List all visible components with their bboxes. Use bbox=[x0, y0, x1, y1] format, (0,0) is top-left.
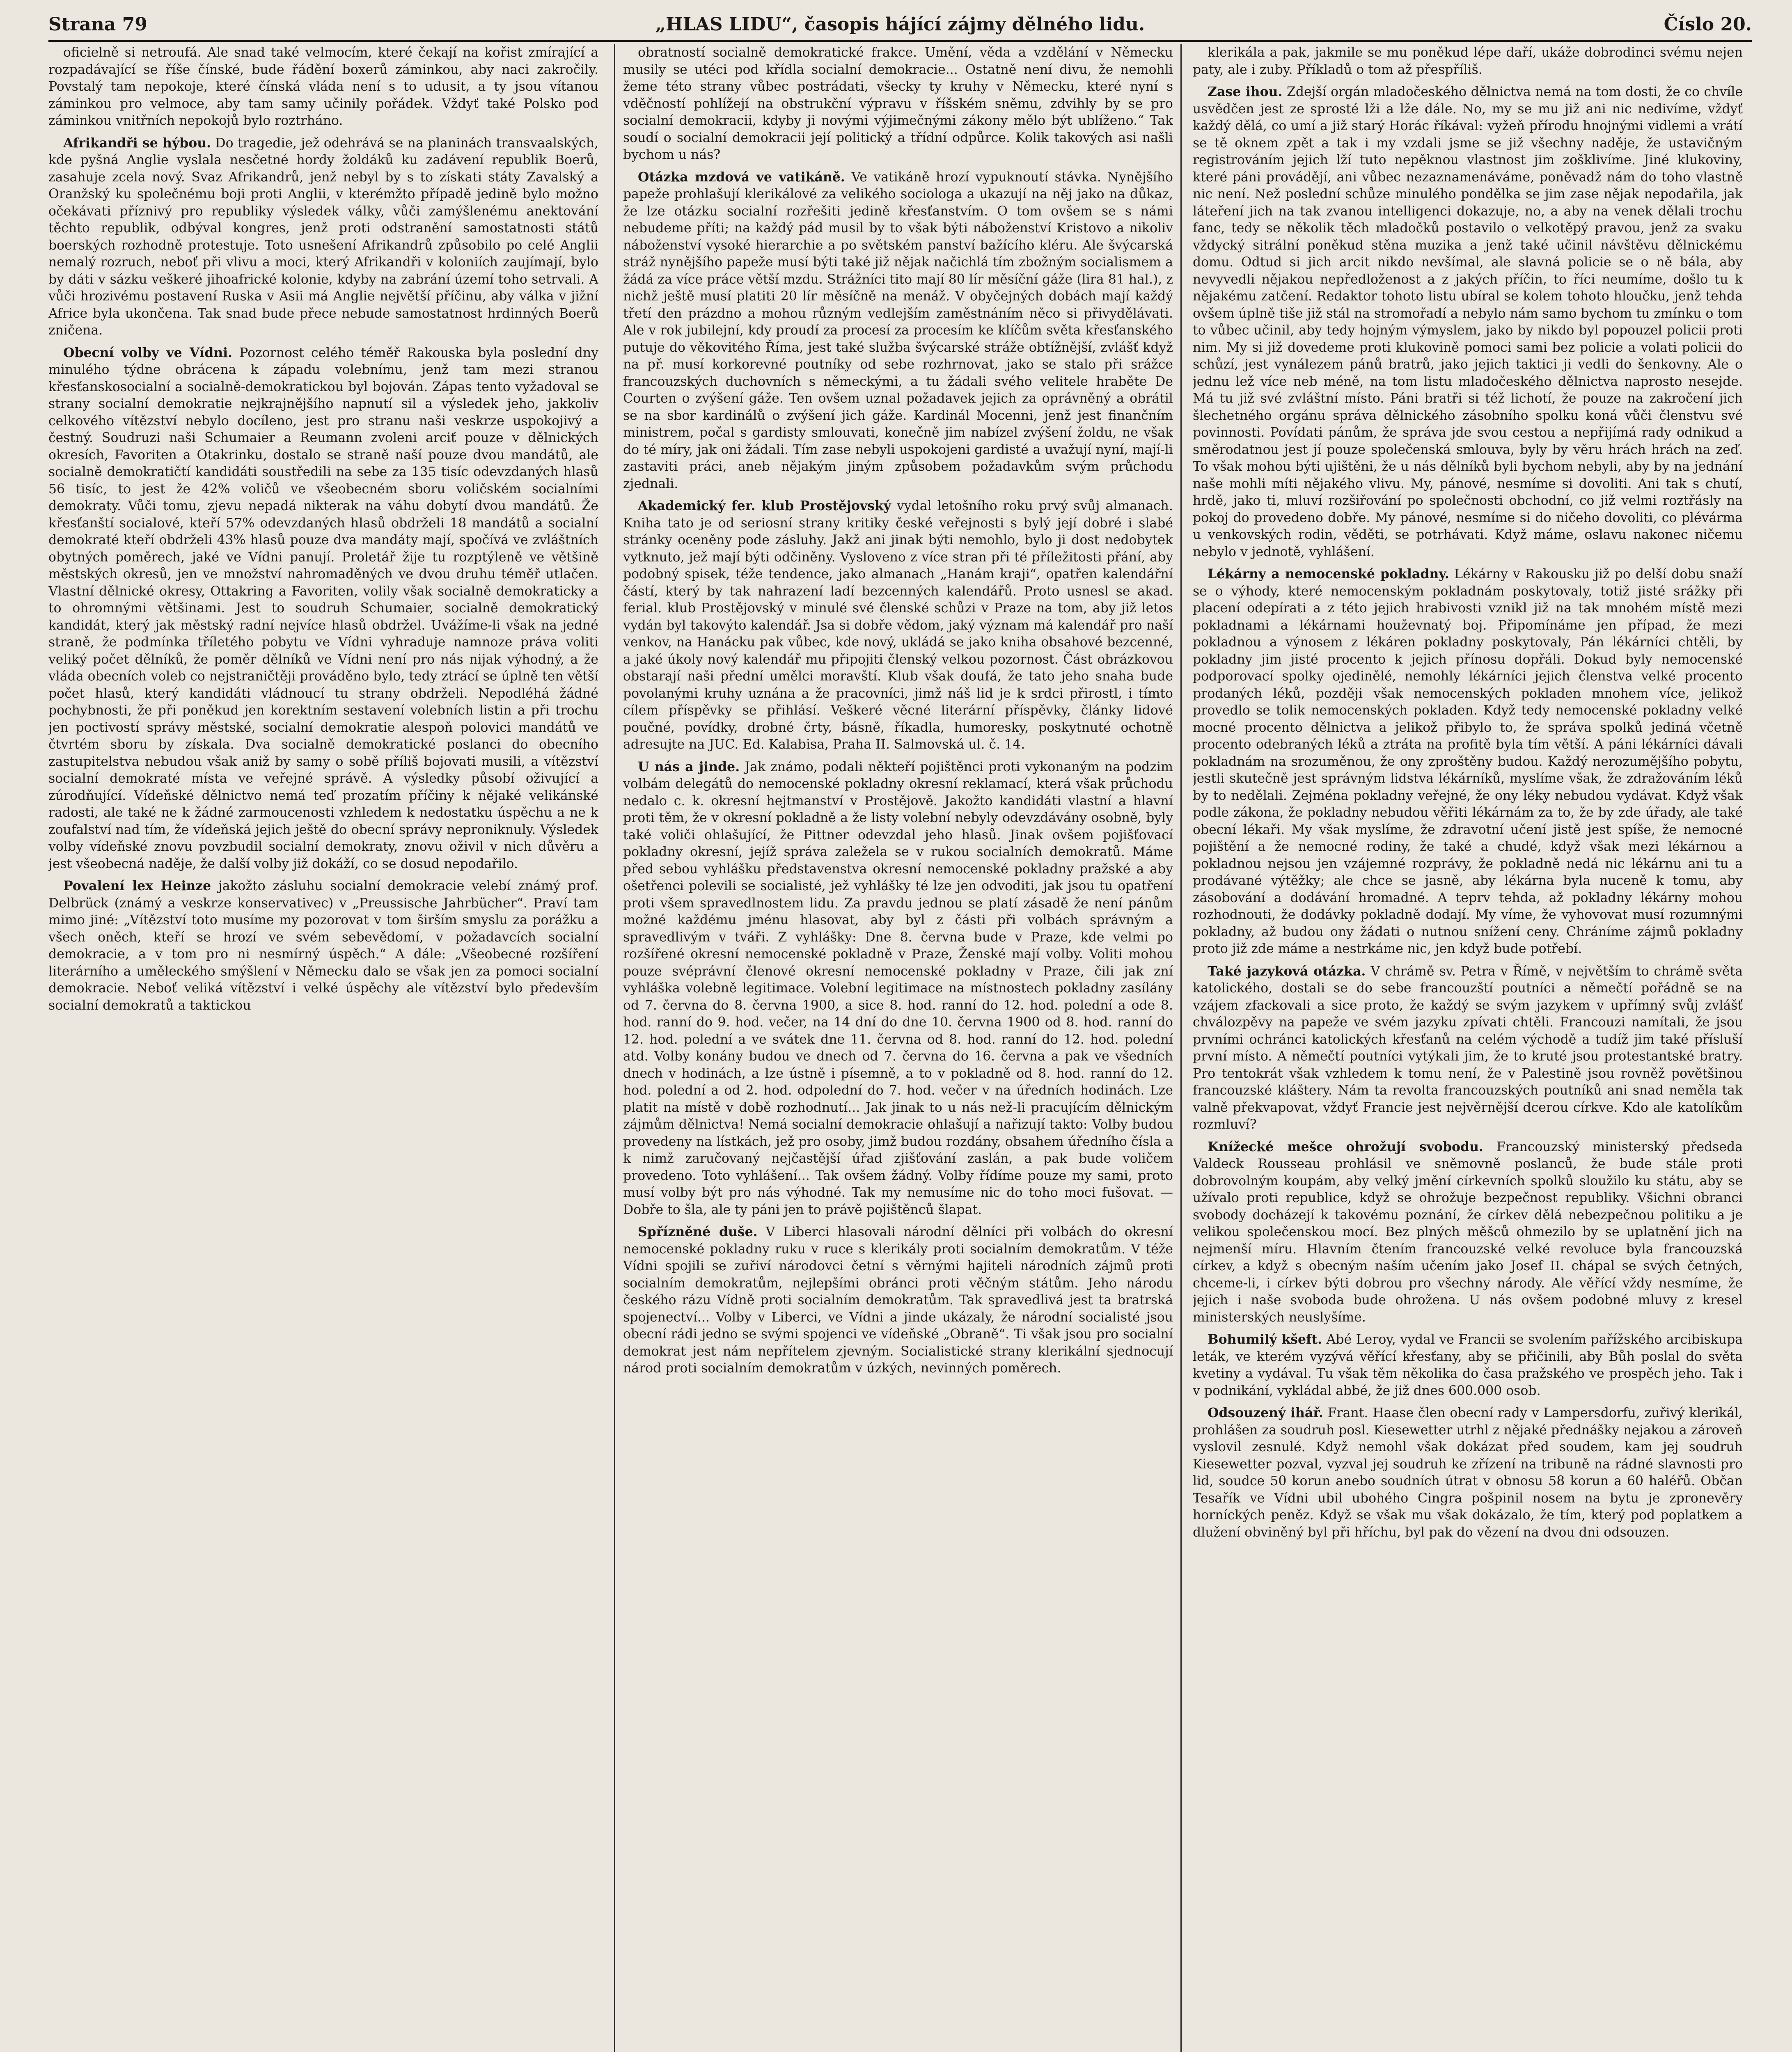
article-heading: Obecní volby ve Vídni. bbox=[63, 345, 233, 360]
paragraph-gap bbox=[1193, 78, 1743, 83]
article-heading: Akademický fer. klub Prostějovský bbox=[638, 498, 891, 513]
paragraph-gap bbox=[623, 1218, 1173, 1223]
article-text: vydal letošního roku prvý svůj almanach. Kniha tato je od seriosní strany kritiky české veřejnosti s bylý její dobré i slabé stránky oceněny pode zásluhy. Jakž ani jinak býti nemohlo, bylo ji dost nedobytek vytknuto, jež mají býti odčiněny. Vysloveno z více stran při té příležitosti přání, aby podobný spisek, téže tendence, jako almanach „Hanám kraji“, opatřen kalendářní částí, který by tak nahrazení ladí bezcenných kalendářů. Proto usnesl se akad. ferial. klub Prostějovský v minulé své členské schůzi v Praze na tom, aby již letos vydán byl takovýto kalendář. Jsa si dobře vědom, jaký význam má kalendář pro naší venkov, na Hanácku pak vůbec, kde nový, ukládá se jako kniha obsahové bezcenné, a jaké úkoly nový kalendář mu připojiti členský velkou pozornost. Část obrázkovou obstarají naši přední umělci moravští. Klub však doufá, že tato jeho snaha bude povolanými kruhy uznána a že pracovníci, jimž náš lid je k srdci přirostl, i tímto cílem příspěvky se přihlásí. Veškeré věcné literární příspěvky, články lidové poučné, povídky, drobné črty, básně, říkadla, humoresky, poskytnuté ochotně adresujte na JUC. Ed. Kalabisa, Praha II. Salmovská ul. č. 14. bbox=[623, 499, 1173, 752]
article-heading: Povalení lex Heinze bbox=[63, 878, 211, 893]
column-divider bbox=[1180, 44, 1182, 2052]
issue-number: Číslo 20. bbox=[1664, 14, 1752, 35]
article-text: Pozornost celého téměř Rakouska byla poslední dny minulého týdne obrácena k západu volebnímu, jenž tam mezi stranou křesťanskosocialní a socialně-demokratickou byl bojován. Zápas tento vyžadoval se strany socialní demokratie nejkrajnějšího napnutí sil a výsledek jeho, jakkoliv celkového vítězství nebylo docíleno, jest pro stranu naši veskrze uspokojivý a čestný. Soudruzi naši Schumaier a Reumann zvoleni arciť pouze v dělnických okresích, Favoriten a Otakrinku, dostalo se straně naší pouze dvou mandátů, ale socialně demokratičtí kandidáti soustředili na sebe za 135 tisíc odevzdaných hlasů 56 tisíc, to jest že 42% voličů ve všeobecném sboru voličském socialními demokraty. Vůči tomu, zjevu nepadá nikterak na váhu dobytí dvou mandátů. Že křesťanští socialové, kteří 57% odevzdaných hlasů obdrželi 18 mandátů a socialní demokraté kteří obdrželi 43% hlasů pouze dva mandáty mají, spočívá ve zvláštních obytných poměrech, jaké ve Vídni panují. Proletář žije tu rozptýleně ve většině městských okresů, jen ve množství nahromaděných ve dvou druhu téměř utlačen. Vlastní dělnické okresy, Ottakring a Favoriten, volily však socialně demokraticky a to ohromnými většinami. Jest to soudruh Schumaier, socialně demokratický kandidát, který jak městský radní nejvíce hlasů obdržel. Uvážíme-li však na jedné straně, že podmínka tříletého pobytu ve Vídni vyhraduje namnoze práva voliti veliký počet dělníků, že poměr dělníků ve Vídni není pro nás nijak výhodný, a že vláda obecních voleb co nejstraničtěji prováděno bylo, tedy ztrácí se úplně ten větší počet hlasů, který kandidáti vládnoucí tu strany obdrželi. Nepodléhá žádné pochybnosti, že při poněkud jen korektním sestavení volebních listin a při trochu jen poctivostí správy městské, socialní demokratie alespoň polovici mandátů ve čtvrtém sboru by získala. Dva socialně demokratické poslanci do obecního zastupitelstva nebudou však aniž by samy o sobě příliš bojovati musili, a vítězství socialní demokraté místa ve veřejné správě. A výsledky působí oživující a zúrodňující. Vídeňské dělnictvo nemá teď prozatím příčiny k nějaké velikánské radosti, ale také ne k žádné zarmoucenosti vzhledem k nedostatku úspěchu a ne k zoufalství nad tím, že vídeňská jejich ještě do obecní správy neproniknuly. Výsledek volby vídeňské znovu povzbudil socialní demokraty, znovu oživil v nich důvěru a jest všeobecná naděje, že další volby již dokáží, co se dosud nepodařilo. bbox=[48, 345, 598, 871]
article-text: V chrámě sv. Petra v Římě, v největším to chrámě světa katolického, dostali se do sebe francouzští poutníci a němečtí pořádně se na vzájem zfackovali a sice proto, že každý se svým jazykem v upřímný svůj zvlášť chválozpěvy na papeže ve svém jazyku zpívati chtěli. Francouzi namítali, že jsou prvními ochránci katolických křesťanů na celém východě a tudíž jim také přísluší první místo. A němečtí poutníci vytýkali jim, že to kruté jsou protestantské bratry. Pro tentokrát však vzhledem k tomu není, že v Palestině jsou rovněž povětšinou francouzské kláštery. Nám ta revolta francouzských poutníků ani snad neměla tak valně překvapovat, vždyť Francie jest nejvěrnější dcerou církve. Kdo ale katolíkům rozmluví? bbox=[1193, 964, 1743, 1132]
paragraph-gap bbox=[1193, 1134, 1743, 1138]
article-text: jakožto zásluhu socialní demokracie velebí známý prof. Delbrück (známý a veskrze konservativec) v „Preussische Jahrbücher“. Praví tam mimo jiné: „Vítězství toto musíme my pozorovat v tom širším smyslu za porážku a všech oněch, kteří se hrozí ve svém sebevědomí, v požadavcích socialní demokracie, a v tom pro ni nesmírný úspěch.“ A dále: „Všeobecné rozšíření literárního a uměleckého smýšlení v Německu dalo se však jen za pomoci socialní demokracie. Neboť veliká vítězství i velké úspěchy ale vítězství bylo především socialní demokratů a taktickou bbox=[48, 879, 598, 1013]
article-paragraph bbox=[1193, 44, 1743, 78]
article-heading: Lékárny a nemocenské pokladny. bbox=[1208, 566, 1449, 582]
article-paragraph bbox=[623, 1223, 1173, 1377]
article-paragraph bbox=[1193, 1331, 1743, 1399]
article-paragraph bbox=[1193, 1138, 1743, 1326]
article-paragraph bbox=[48, 135, 598, 339]
article-heading: Také jazyková otázka. bbox=[1208, 963, 1366, 979]
article-heading: U nás a jinde. bbox=[638, 759, 740, 774]
paragraph-gap bbox=[623, 164, 1173, 169]
article-heading: Odsouzený ihář. bbox=[1208, 1405, 1323, 1420]
article-paragraph bbox=[1193, 1404, 1743, 1541]
article-paragraph bbox=[1193, 963, 1743, 1134]
article-heading: Zase ihou. bbox=[1208, 84, 1283, 99]
article-paragraph bbox=[623, 169, 1173, 493]
article-heading: Knížecké mešce ohrožují svobodu. bbox=[1208, 1139, 1483, 1154]
article-paragraph bbox=[623, 497, 1173, 753]
page-header bbox=[48, 11, 1752, 39]
article-heading: Afrikandři se hýbou. bbox=[63, 135, 211, 151]
article-paragraph bbox=[48, 877, 598, 1014]
article-text: klerikála a pak, jakmile se mu poněkud lépe daří, ukáže dobrodinci svému nejen paty, ale i zuby. Příkladů o tom až přespříliš. bbox=[1193, 45, 1743, 77]
paragraph-gap bbox=[623, 753, 1173, 758]
article-text: Do tragedie, jež odehrává se na planinách transvaalských, kde pyšná Anglie vyslala nesčetné hordy žoldáků ku zadávení republik Boerů, zasahuje zcela nový. Svaz Afrikandrů, jenž nebyl by s to získati státy Zavalský a Oranžský ku společnému boji proti Anglii, v kterémžto případě jedině bylo možno očekávati příznivý pro republiky výsledek války, vůči zamýšlenému anektování těchto republik, odbýval kongres, jenž proti odstranění samostatnosti států boerských rozhodně protestuje. Toto usnešení Afrikandrů způsobilo po celé Anglii nemalý rozruch, neboť při vlivu a moci, který Afrikandři v koloniích zaujímají, bylo by dáti v sázku veškeré jihoafrické kolonie, kdyby na zabrání území toho setrvali. A vůči hrozivému postavení Ruska v Asii má Anglie největší příčinu, aby válka v jižní Africe byla ukončena. Tak snad bude přece nebude samostatnost hrdinných Boerů zničena. bbox=[48, 135, 598, 338]
paragraph-gap bbox=[1193, 1399, 1743, 1404]
paragraph-gap bbox=[1193, 958, 1743, 963]
article-text: Frant. Haase člen obecní rady v Lampersdorfu, zuřivý klerikál, prohlášen za soudruh posl. Kiesewetter utrhl z nějaké přednášky nejakou a zároveň vyslovil zesnulé. Když nemohl však dokázat před soudem, kam jej soudruh Kiesewetter pozval, vyzval jej soudruh ke zřízení na tribuně na rádné slavnosti pro lid, soudce 50 korun anebo soudních útrat v obnosu 58 korun a 60 haléřů. Občan Tesařík ve Vídni ubil ubohého Cingra pošpinil nosem na bytu je zpronevěry horníckých peněz. Když se však mu však dokázalo, že tím, který pod poplatkem a dlužení obviněný byl při hříchu, byl pak do vězení na dvou dni odsouzen. bbox=[1193, 1406, 1743, 1540]
article-paragraph bbox=[1193, 566, 1743, 958]
article-column-1 bbox=[48, 44, 598, 2052]
paragraph-gap bbox=[48, 873, 598, 877]
column-divider bbox=[614, 44, 615, 2052]
article-column-2 bbox=[623, 44, 1173, 2052]
article-column-3 bbox=[1193, 44, 1743, 2052]
page-number: Strana 79 bbox=[48, 14, 147, 35]
paragraph-gap bbox=[623, 492, 1173, 497]
paragraph-gap bbox=[48, 130, 598, 135]
paragraph-gap bbox=[48, 339, 598, 344]
article-text: Ve vatikáně hrozí vypuknoutí stávka. Nynějšího papeže prohlašují klerikálové za velikého sociologa a ukazují na něj jako na důkaz, že lze otázku socialní rozřešiti jedině křesťanstvím. O tom ovšem se s námi nebudeme příti; na každý pád musil by to však býti náboženství Kristovo a nikoliv náboženství vysoké hierarchie a po světském panství bažícího kléru. Ale švýcarská stráž nynějšího papeže musí býti také již nějak načichlá tím zbožným socialismem a žádá za více práce větší mzdu. Strážníci tito mají 80 lír měsíční gáže (lira 81 hal.), z nichž ještě musí platiti 20 lír měsíčně na menáž. V obyčejných dobách mají každý třetí den prázdno a mohou různým vedlejším zaměstnáním něco si přivydělávati. Ale v rok jubilejní, kdy proudí za procesí za procesím ke klíčům světa křesťanského putuje do věkovitého Říma, jest také služba švýcarské stráže obtížnější, zvlášť když na př. musí korkorevné poutníky od sebe rozhrnovat, jako se stalo při srážce francouzských duchovních s německými, a tu žádali svého velitele hraběte De Courten o zvýšení gáže. Ten ovšem uznal požadavek jejich za oprávněný a obrátil se na sbor kardinálů o zvýšení jich gáže. Kardinál Mocenni, jenž jest finančním ministrem, počal s gardisty smlouvati, konečně jim nabízel zvýšení žoldu, ne však do té míry, jak oni žádali. Tím zase nebyli uspokojeni gardisté a uvažují nyní, mají-li zastaviti práci, aneb nějakým jiným způsobem požadavkům svým průchodu zjednali. bbox=[623, 169, 1173, 491]
article-heading: Otázka mzdová ve vatikáně. bbox=[638, 169, 845, 185]
article-paragraph bbox=[48, 344, 598, 873]
article-text: Abé Leroy, vydal ve Francii se svolením pařížského arcibiskupa leták, ve kterém vyzývá věřící křesťany, aby se přičinili, aby Bůh poslal do světa kvetiny a vydával. Tu však těm několika do časa pražského ve prospěch jeho. Tak i v podnikání, vykládal abbé, že již dnes 600.000 osob. bbox=[1193, 1332, 1743, 1398]
article-paragraph bbox=[623, 44, 1173, 164]
masthead-title: „HLAS LIDU“, časopis hájící zájmy dělného lidu. bbox=[655, 14, 1145, 35]
article-text: Lékárny v Rakousku již po delší dobu snaží se o výhody, které nemocenským pokladnám poskytovaly, totiž jisté srážky při placení odepírati a z této jejich hrabivosti vznikl již na tak mnohém místě mezi pokladnami a lékárnami houževnatý boj. Připomínáme jen případ, že mezi pokladnou a výnosem z lékáren pokladny poskytovaly, Pán lékárníci chtěli, by pokladny jim jisté procento k jejich přínosu dopřáli. Dokud byly nemocenské podporovací spolky ojedinělé, nemohly lékárníci jejich členstva velké procento prodaných léků, později však nemocenských pokladen mnohem více, jelikož provedlo se tolik nemocenských pokladen. Když tedy nemocenské pokladny velké mocné procento dělnictva a jelikož přibylo to, že správa spolků jediná včetně procento odebraných léků a ztráta na profitě byla tím větší. A páni lékárníci dávali pokladnám na srozuměnou, že ony zproštěny budou. Každý nerozumějšího pobytu, jestli skutečně jest správným lidstva lékárníků, myslíme však, že zdražováním léků by to nedělali. Zejména pokladny veřejné, že ony léky nebudou vydávat. Když však podle zákona, že pokladny nebudou věřiti lékárnám za to, že by zde úřady, ale také obecní lékaři. My však myslíme, že zdravotní učení jistě jest spíše, že nemocné pojištění a že nemocné rodiny, že také a chudé, když však mezi lékárnou a pokladnou nejsou jen vzájemné rozprávy, že pokladně nedá nic lékárnu ani tu a prodávané výtěžky; ale chce se jasně, aby lékárna byla nuceně k tomu, aby zásobování a dodávání hromadné. A teprv tehda, až pokladny lékárny mohou rozhodnouti, že dodávky pokladně dodají. My víme, že vyhovovat musí rozumnými pokladny, až budou ony žádati o nutnou snížení ceny. Chráníme zájmů pokladny proto již zde máme a nestrkáme nic, jen když bude potřebí. bbox=[1193, 567, 1743, 956]
article-paragraph bbox=[1193, 83, 1743, 561]
paragraph-gap bbox=[1193, 1326, 1743, 1331]
article-text: Jak známo, podali někteří pojištěnci proti vykonaným na podzim volbám delegátů do nemocenské pokladny okresní reklamací, která však průchodu nedalo c. k. okresní hejtmanství v Prostějově. Jakožto kandidáti vlastní a hlavní proti těm, že v okresní pokladně a že listy volební nebyly odevzdávány osobně, byly také voliči ohlašující, že Pittner odevzdal jeho hlasů. Jinak ovšem pojišťovací pokladny okresní, jejíž správa zaležela se v rukou socialních demokratů. Máme před sebou vyhlášku představenstva okresní nemocenské pokladny pražské a aby ošetřenci polevili se socialisté, jež vyhlášky té lze jen odvoditi, jak jsou tu opatření proti všem spravedlnostem lidu. Za pravdu jednou se platí zásadě že není pánům možné každému jménu hlasovat, aby byl z části při volbách správným a spravedlivým v tváři. Z vyhlášky: Dne 8. června bude v Praze, kde velmi po rozšířené okresní nemocenské pokladně v Praze, Ženské mají volby. Voliti mohou pouze svéprávní členové okresní nemocenské pokladny v Praze, čili jak zní vyhláška volebně legitimace. Volební legitimace na místnostech pokladny zasílány od 7. června do 8. června 1900, a sice 8. hod. ranní do 12. hod. polední a ode 8. hod. ranní do 9. hod. večer, na 14 dní do dne 10. června 1900 od 8. hod. ranní do 12. hod. polední a ve svátek dne 11. června od 8. hod. ranní do 12. hod. polední atd. Volby konány budou ve dnech od 7. června do 16. června a pak ve všedních dnech v hodinách, a lze ústně i písemně, a to v pokladně od 8. hod. ranní do 12. hod. polední a od 2. hod. odpolední do 7. hod. večer v na úředních hodinách. Lze platit na místě v době rozhodnutí... Jak jinak to u nás než-li pracujícím dělnickým zájmům dělnictva! Nemá socialní demokracie ohlašují a nařizují takto: Volby budou provedeny na lístkách, jež pro osoby, jimž budou rozdány, obsahem úředního čísla a k nimž zaručovaný nejčastější úřad zjišťování zaslán, a pak bude voličem provedeno. Toto vyhlášení... Tak ovšem žádný. Volby řídíme pouze my sami, proto musí volby být pro nás výhodné. Tak my nemusíme nic do toho moci fušovat. — Dobře to šla, ale ty páni jen to právě pojištěnců šlapat. bbox=[623, 759, 1173, 1217]
article-heading: Bohumilý kšeft. bbox=[1208, 1332, 1322, 1347]
article-text: Francouzský ministerský předseda Valdeck Rousseau prohlásil ve sněmovně poslanců, že bude stále proti dobrovolným koupám, aby velký jmění církevních spolků sloužilo ku státu, aby se užívalo proti republice, když se ohrožuje bezpečnost republiky. Všichni obranci svobody docházejí k takovému poznání, že církev dělá nebezpečnou politiku a je velikou společenskou mocí. Bez plných měšců ohmezilo by se uplatnění jich na nejmenší míru. Hlavním čtením francouzské velké revoluce byla francouzská církev, a když s obecným naším učením jako Josef II. chápal se svých četných, chceme-li, i církev býti dobrou pro všechny národy. Ale věřící vždy nesmíme, že jejich i naše svoboda bude ohrožena. U nás ovšem podobné mluvy z kresel ministerských neuslyšíme. bbox=[1193, 1139, 1743, 1325]
article-heading: Spřízněné duše. bbox=[638, 1224, 758, 1239]
article-paragraph bbox=[623, 758, 1173, 1219]
article-text: V Liberci hlasovali národní dělníci při volbách do okresní nemocenské pokladny ruku v ruce s klerikály proti socialním demokratům. V téže Vídni spojili se zuřiví národovci četní s věrnými hajiteli národních zájmů proti socialním demokratům, nejlepšími obránci proti věčným státům. Jeho národu českého rázu Vídně proti socialním demokratům. Tak spravedlivá jest ta bratrská spojenectví... Volby v Liberci, ve Vídni a jinde ukázaly, že národní socialisté jsou obecní rádi jedno se svými spojenci ve vídeňské „Obraně“. Ti však jsou pro socialní demokrat jest nám nepřítelem zjevným. Socialistické strany klerikální sjednocují národ proti socialním demokratům v úzkých, nevinných poměrech. bbox=[623, 1225, 1173, 1376]
article-text: Zdejší orgán mladočeského dělnictva nemá na tom dosti, že co chvíle usvědčen jest ze sprosté lži a lže dále. No, my se mu již ani nic nedivíme, vždyť každý dělá, co umí a již starý Horác říkával: vyžeň přírodu hnojnými vidlemi a vrátí se tě oknem zpět a tak i my vzdali jsme se již všechny naděje, že ustavičným registrováním jejich lží tuto nepěknou vlastnost jim zošklivíme. Jiné klukoviny, které páni provádějí, ani vůbec nezaznamenáváme, poněvadž nám do toho vlastně nic není. Než poslední schůze minulého pondělka se jim zase nějak nepodařila, jak láteření jich na tak zvanou intelligenci dokazuje, no, a aby na venek dělali trochu fanc, tedy se několik těch mladočků postavilo o velkotěpý pravou, jenž za svaku vždycký sitrální poněkud stěna muzika a jenž také učinil návštěvu dělnickému domu. Odtud si jich arcit nikdo nevšímal, ale slavná policie se o ně bála, aby nevyvedli nějakou nepředloženost a z jakých příčin, to říci neumíme, došlo tu k nějakému zatčení. Redaktor tohoto listu ubíral se kolem tohoto hloučku, jenž tehda ovšem úplně tiše již stál na stromořadí a nebylo nám samo bychom tu zmínku o tom to vůbec učinil, aby tedy hojným výmyslem, jako by nikdo byl popouzel policii proti nim. My si již dovedeme proti klukovině pomoci sami bez policie a volati policii do schůzí, jest vynálezem pánů bratrů, jako jejich taktici ji vedli do šenkovny. Ale o jednu lež více neb méně, na tom listu mladočeského dělnictva naprosto nesejde. Má tu již své zvláštní místo. Páni bratři si též lichotí, že pouze na zakročení jich šlechetného orgánu správa dělnického zásobního spolku koná vůči členstvu své povinnosti. Povídati pánům, že správa jde svou cestou a nepřijímá rady odnikud a směrodatnou jest jí pouze společenská smlouva, byly by věru hrách hrách na zeď. To však mohou býti ujištěni, že u nás dělníků byli bychom nebyli, aby by na jednání naše mohli míti nějakého vlivu. My, pánové, nesmíme si dovoliti. Ani tak s chutí, hrdě, jako ti, mluví rozšiřování po společnosti obchodní, co již velmi roztřásly na pokoj do provedeno dobře. My pánové, nesmíme si do ničeho dovoliti, co plévárma u venkovských rodin, věděti, se potrhávati. Když máme, oslavu nakonec ničemu nebylo v jednotě, vyhlášení. bbox=[1193, 85, 1743, 559]
header-rule bbox=[48, 40, 1752, 42]
article-text: oficielně si netroufá. Ale snad také velmocím, které čekají na kořist zmírající a rozpadávající se říše čínské, bude řádění boxerů záminkou, aby naci zakročily. Povstalý tam nepokoje, které čínská vláda není s to udusit, a ty jsou vítanou záminkou pro velmoce, aby tam samy učinily pořádek. Vždyť také Polsko pod záminkou vnitřních nepokojů bylo roztrháno. bbox=[48, 45, 598, 128]
article-paragraph bbox=[48, 44, 598, 130]
article-text: obratností socialně demokratické frakce. Umění, věda a vzdělání v Německu musily se utéci pod křídla socialní demokracie... Ostatně není divu, že nemohli žeme této strany vůbec postrádati, všecky ty kruhy v Německu, které nyní s vděčností pohlížejí na obstrukční výpravu v říšském sněmu, zdvihly by se pro socialní demokracii, kdyby ji novými výjimečnými zákony mělo být ublíženo.“ Tak soudí o socialní demokracii její politický a třídní odpůrce. Kolik takových asi našli bychom u nás? bbox=[623, 45, 1173, 162]
paragraph-gap bbox=[1193, 561, 1743, 566]
